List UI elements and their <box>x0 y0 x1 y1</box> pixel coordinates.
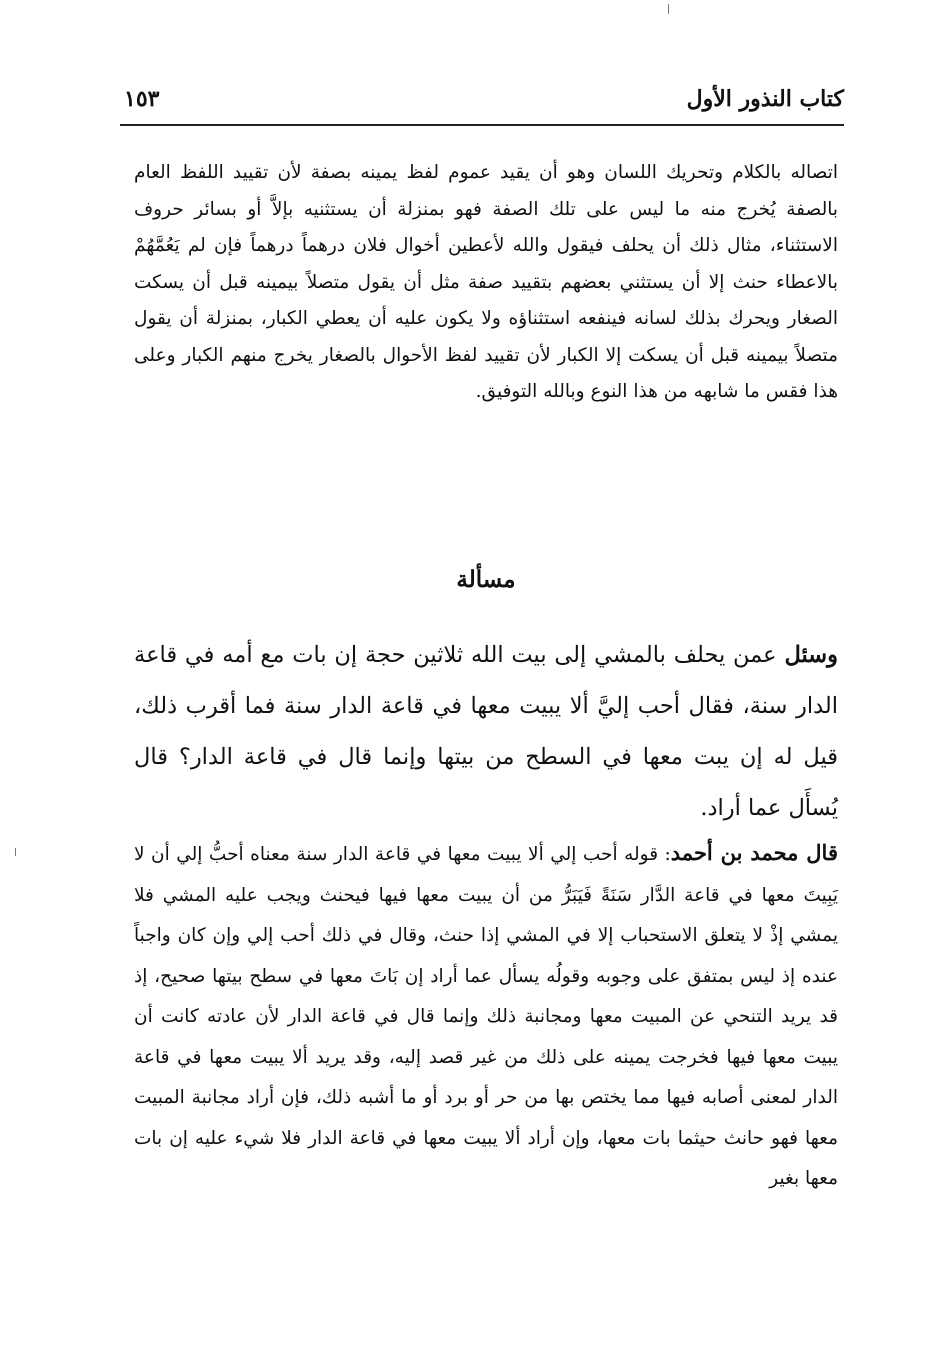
question-text <box>134 630 838 834</box>
question-body: عمن يحلف بالمشي إلى بيت الله ثلاثين حجة إن بات مع أمه في قاعة الدار سنة، فقال أحب إليَّ ألا يبيت معها في قاعة الدار سنة فما أقرب ذلك، قيل له إن يبت معها في السطح من بيتها وإنما قال في قاعة الدار؟ قال يُسأَل عما أراد. <box>134 642 838 821</box>
question-paragraph <box>134 630 838 834</box>
scan-speck <box>668 4 669 14</box>
running-title: كتاب النذور الأول <box>686 86 844 112</box>
scan-speck <box>15 848 16 856</box>
section-heading: مسألة <box>456 566 516 593</box>
question-lead: وسئل <box>784 642 838 668</box>
answer-text <box>134 833 838 1200</box>
answer-paragraph <box>134 833 838 1200</box>
continuation-paragraph <box>134 155 838 411</box>
paragraph-text: اتصاله بالكلام وتحريك اللسان وهو أن يقيد عموم لفظ يمينه بصفة لأن تقييد اللفظ العام بالصفة يُخرج منه ما ليس على تلك الصفة فهو بمنزلة أن يستثنيه بإلاَّ أو بسائر حروف الاستثناء، مثال ذلك أن يحلف فيقول والله لأعطين أخوال فلان درهماً درهماً فإن لم يَعُمَّهُمْ بالاعطاء حنث إلا أن يستثني بعضهم بتقييد صفة مثل أن يقول متصلاً بيمينه قبل أن يسكت الصغار ويحرك بذلك لسانه فينفعه استثناؤه ولا يكون عليه أن يعطي الكبار، بمنزلة أن يقول متصلاً بيمينه قبل أن يسكت إلا الكبار لأن تقييد لفظ الأحوال بالصغار يخرج منهم الكبار وعلى هذا فقس ما شابهه من هذا النوع وبالله التوفيق. <box>134 162 838 402</box>
page-number: ١٥٣ <box>124 86 160 112</box>
page-header <box>120 84 844 126</box>
answer-body: : قوله أحب إلي ألا يبيت معها في قاعة الدار سنة معناه أحبُّ إلي أن لا يَبِيتَ معها في قاعة الدَّار سَنَةً فَيَبَرُّ من أن يبيت معها فيها فيحنث ويجب عليه المشي فلا يمشي إذْ لا يتعلق الاستحباب إلا في المشي إذا حنث، وقال في ذلك أحب إلي وإن كان واجباً عنده إذ ليس بمتفق على وجوبه وقولُه يسأل عما أراد إن بَاتَ معها في سطح بيتها صحيح، إذ قد يريد التنحي عن المبيت معها ومجانبة ذلك وإنما قال في قاعة الدار لأن عادته كانت أن يبيت معها فيها فخرجت يمينه على ذلك من غير قصد إليه، وقد يريد ألا يبيت معها في قاعة الدار لمعنى أصابه فيها مما يختص بها من حر أو برد أو ما أشبه ذلك، فإن أراد مجانبة المبيت معها فهو حانث حيثما بات معها، وإن أراد ألا يبيت معها في قاعة الدار فلا شيء عليه إن بات معها بغير <box>134 844 838 1189</box>
header-rule <box>120 124 844 126</box>
answer-lead: قال محمد بن أحمد <box>670 840 838 865</box>
